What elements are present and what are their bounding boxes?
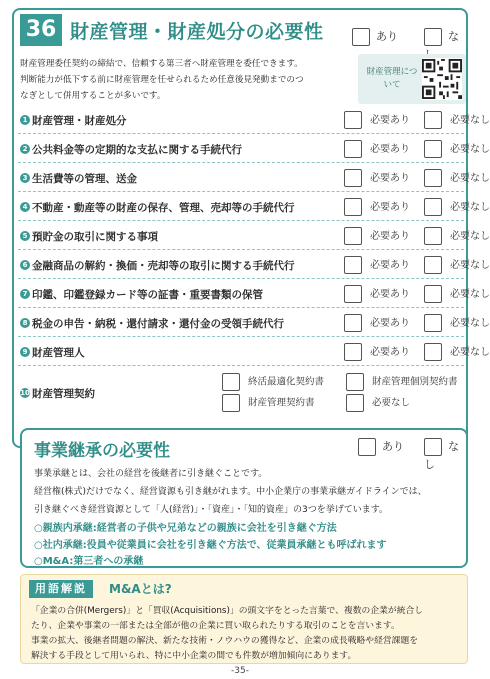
item-label: 公共料金等の定期的な支払に関する手続代行 <box>32 144 242 156</box>
checkbox[interactable] <box>424 227 442 245</box>
item-label: 印鑑、印鑑登録カード等の証書・重要書類の保管 <box>32 289 263 301</box>
item-number-bullet: 10 <box>20 389 30 397</box>
option-required[interactable] <box>344 343 410 361</box>
option-label: 必要なし <box>450 144 490 155</box>
glossary-box <box>20 574 468 664</box>
checkbox[interactable] <box>346 394 364 412</box>
item-number-bullet: 7 <box>20 289 30 299</box>
succession-text: 引き継ぐべき経営資源として「人(経営)」・「資産」・「知的資産」の3つを挙げています。 <box>34 505 389 515</box>
item-number-bullet: 9 <box>20 347 30 357</box>
checkbox[interactable] <box>344 227 362 245</box>
option-label: 財産管理個別契約書 <box>372 376 458 388</box>
row-divider <box>18 307 464 308</box>
option-required[interactable] <box>344 140 410 158</box>
option-not-required[interactable] <box>424 140 490 158</box>
row-divider <box>18 133 464 134</box>
checkbox[interactable] <box>344 198 362 216</box>
list-item <box>18 340 490 366</box>
list-item <box>18 224 490 250</box>
list-item <box>18 311 490 337</box>
qr-info-box[interactable] <box>358 54 466 104</box>
checkbox[interactable] <box>424 314 442 332</box>
choice-label: な <box>448 30 459 43</box>
item-label: 預貯金の取引に関する事項 <box>32 231 158 243</box>
glossary-text: 「企業の合併(Mergers)」と「買収(Acquisitions)」の頭文字をとった言葉で、複数の企業が統合し <box>31 606 424 616</box>
checkbox[interactable] <box>344 343 362 361</box>
checkbox[interactable] <box>222 394 240 412</box>
option-management-contract[interactable] <box>222 394 315 412</box>
succession-method: ○社内承継:役員や従業員に会社を引き継ぐ方法で、従業員承継とも呼ばれます <box>34 540 387 551</box>
intro-line: 財産管理委任契約の締結で、信頼する第三者へ財産管理を委任できます。 <box>20 59 303 69</box>
option-label: 必要あり <box>370 115 410 126</box>
item-label: 金融商品の解約・換価・売却等の取引に関する手続代行 <box>32 260 295 272</box>
option-not-required[interactable] <box>424 285 490 303</box>
option-label: 必要なし <box>450 318 490 329</box>
glossary-tag: 用語解説 <box>29 580 93 598</box>
qr-label: 財産管理について <box>366 67 418 90</box>
option-individual-contract[interactable] <box>346 373 458 391</box>
list-item <box>18 282 490 308</box>
option-label: 財産管理契約書 <box>248 397 315 409</box>
intro-line: 判断能力が低下する前に財産管理を任せられるため任意後見発動までのつ <box>20 75 304 85</box>
list-item <box>18 108 490 134</box>
row-divider <box>18 191 464 192</box>
checkbox[interactable] <box>424 256 442 274</box>
row-divider <box>18 249 464 250</box>
item-number-bullet: 2 <box>20 144 30 154</box>
item-number-bullet: 4 <box>20 202 30 212</box>
checkbox[interactable] <box>344 256 362 274</box>
option-required[interactable] <box>344 227 410 245</box>
item-label: 財産管理人 <box>32 347 85 359</box>
option-label: 終活最適化契約書 <box>248 376 325 388</box>
choice-label: あり <box>376 30 398 43</box>
list-item-contract <box>18 372 464 416</box>
list-item <box>18 253 490 279</box>
glossary-text: 事業の拡大、後継者問題の解決、新たな技術・ノウハウの獲得など、企業の成長戦略や経営課題を <box>31 636 419 646</box>
option-label: 必要なし <box>450 173 490 184</box>
item-label: 財産管理契約 <box>32 388 95 400</box>
option-label: 必要なし <box>450 231 490 242</box>
choice-label: なし <box>424 440 459 471</box>
intro-text <box>20 56 350 104</box>
glossary-text: たり、企業や事業の一部または全部が他の企業に買い取られたりする取引のことを言います。 <box>31 621 400 631</box>
checkbox[interactable] <box>346 373 364 391</box>
succession-choice-no[interactable] <box>424 438 466 472</box>
section-header <box>12 8 468 48</box>
checkbox[interactable] <box>424 198 442 216</box>
option-label: 必要なし <box>450 289 490 300</box>
row-divider <box>18 162 464 163</box>
option-not-required[interactable] <box>424 227 490 245</box>
glossary-text: 解決する手段として用いられ、特に中小企業の間でも件数が増加傾向にあります。 <box>31 651 357 661</box>
option-label: 必要あり <box>370 318 410 329</box>
item-label: 財産管理・財産処分 <box>32 115 127 127</box>
page-number: -35- <box>231 666 249 676</box>
checkbox[interactable] <box>344 140 362 158</box>
row-divider <box>18 278 464 279</box>
checkbox[interactable] <box>358 438 376 456</box>
item-number-bullet: 5 <box>20 231 30 241</box>
option-required[interactable] <box>344 111 410 129</box>
checkbox[interactable] <box>424 140 442 158</box>
option-label: 必要あり <box>370 289 410 300</box>
option-lifeplan-contract[interactable] <box>222 373 324 391</box>
option-not-required[interactable] <box>424 111 490 129</box>
option-label: 必要あり <box>370 231 410 242</box>
section-title: 財産管理・財産処分の必要性 <box>70 21 324 43</box>
checkbox[interactable] <box>344 169 362 187</box>
option-label: 必要あり <box>370 260 410 271</box>
option-label: 必要なし <box>450 115 490 126</box>
option-not-required[interactable] <box>424 256 490 274</box>
qr-code-icon[interactable] <box>422 58 462 100</box>
succession-title: 事業継承の必要性 <box>34 441 170 461</box>
list-item <box>18 195 490 221</box>
row-divider <box>18 336 464 337</box>
checkbox[interactable] <box>424 343 442 361</box>
option-not-required[interactable] <box>424 314 490 332</box>
succession-method: ○M&A:第三者への承継 <box>34 556 144 567</box>
checkbox[interactable] <box>352 28 370 46</box>
succession-text: 経営権(株式)だけでなく、経営資源も引き継がれます。中小企業庁の事業承継ガイドラインでは、 <box>34 487 427 497</box>
checkbox[interactable] <box>424 169 442 187</box>
option-label: 必要あり <box>370 173 410 184</box>
section-number-badge: 36 <box>20 14 62 46</box>
option-not-required[interactable] <box>424 343 490 361</box>
option-required[interactable] <box>344 285 410 303</box>
option-label: 必要なし <box>450 347 490 358</box>
checkbox[interactable] <box>424 28 442 46</box>
checkbox[interactable] <box>344 285 362 303</box>
option-label: 必要あり <box>370 202 410 213</box>
option-label: 必要あり <box>370 347 410 358</box>
succession-section <box>20 428 468 568</box>
option-required[interactable] <box>344 256 410 274</box>
option-not-required[interactable] <box>424 198 490 216</box>
row-divider <box>18 220 464 221</box>
succession-text: 事業承継とは、会社の経営を後継者に引き継ぐことです。 <box>34 469 268 479</box>
glossary-heading: M&Aとは? <box>109 582 172 596</box>
option-label: 必要なし <box>450 202 490 213</box>
checkbox[interactable] <box>344 314 362 332</box>
choice-label: あり <box>382 440 404 453</box>
checkbox[interactable] <box>424 285 442 303</box>
item-number-bullet: 6 <box>20 260 30 270</box>
row-divider <box>18 365 464 366</box>
option-label: 必要あり <box>370 144 410 155</box>
checkbox[interactable] <box>424 111 442 129</box>
checkbox[interactable] <box>222 373 240 391</box>
item-label: 不動産・動産等の財産の保存、管理、売却等の手続代行 <box>32 202 295 214</box>
option-required[interactable] <box>344 169 410 187</box>
checkbox[interactable] <box>424 438 442 456</box>
option-required[interactable] <box>344 314 410 332</box>
list-item <box>18 137 490 163</box>
option-label: 必要なし <box>450 260 490 271</box>
option-not-required[interactable] <box>424 169 490 187</box>
option-required[interactable] <box>344 198 410 216</box>
option-not-required[interactable] <box>346 394 410 412</box>
item-number-bullet: 1 <box>20 115 30 125</box>
item-number-bullet: 3 <box>20 173 30 183</box>
checkbox[interactable] <box>344 111 362 129</box>
item-number-bullet: 8 <box>20 318 30 328</box>
item-label: 税金の申告・納税・還付請求・還付金の受領手続代行 <box>32 318 284 330</box>
succession-choice-yes[interactable] <box>358 438 404 456</box>
intro-line: なぎとして併用することが多いです。 <box>20 91 166 101</box>
item-label: 生活費等の管理、送金 <box>32 173 137 185</box>
list-item <box>18 166 490 192</box>
option-label: 必要なし <box>372 397 411 409</box>
header-choice-yes[interactable] <box>352 28 398 46</box>
succession-method: ○親族内承継:経営者の子供や兄弟などの親族に会社を引き継ぐ方法 <box>34 523 337 534</box>
